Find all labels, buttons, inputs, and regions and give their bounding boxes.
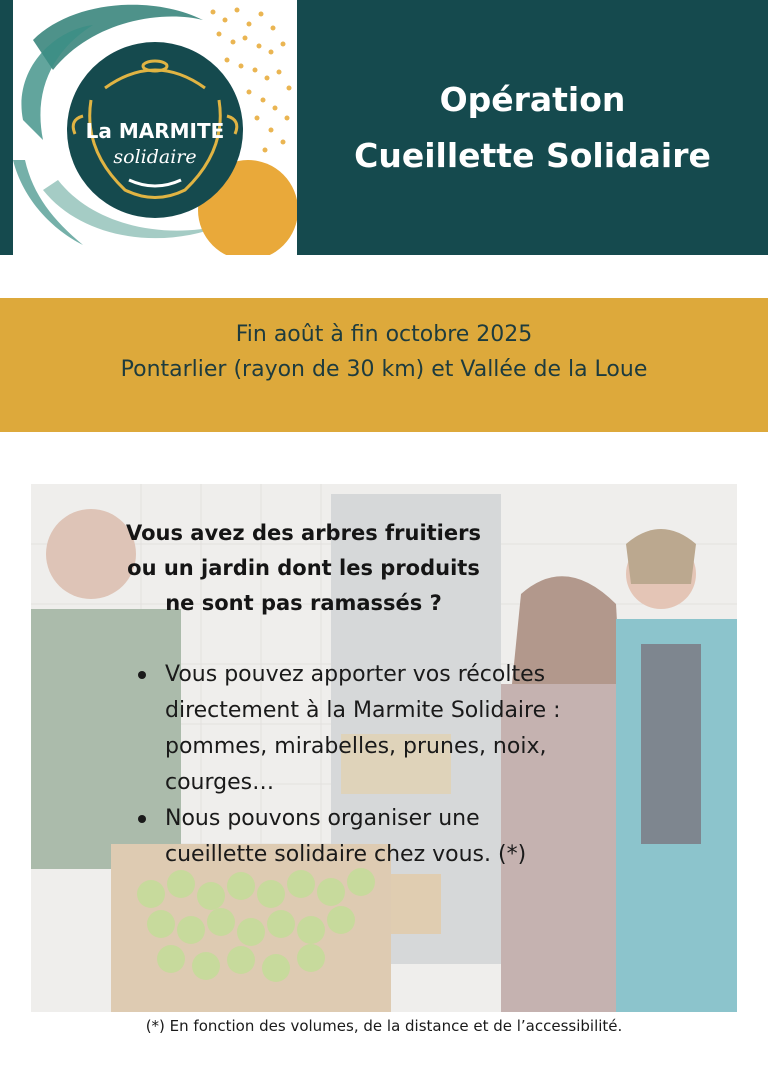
date-range: Fin août à fin octobre 2025	[235, 322, 533, 347]
bullet-text: cueillette solidaire chez vous. (*)	[165, 842, 527, 867]
logo-area	[13, 0, 297, 255]
logo-brand-line2: solidaire	[113, 146, 197, 168]
question-line3: ne sont pas ramassés ?	[165, 591, 442, 615]
page-title-line2: Cueillette Solidaire	[354, 136, 711, 175]
bullet-dot-icon	[138, 815, 146, 823]
footnote: (*) En fonction des volumes, de la distance et de l’accessibilité.	[145, 1017, 623, 1035]
title-panel	[297, 0, 768, 255]
bullet-text: courges…	[165, 770, 275, 795]
bullet-text: directement à la Marmite Solidaire :	[165, 698, 561, 723]
location: Pontarlier (rayon de 30 km) et Vallée de la Loue	[120, 357, 648, 382]
bullet-text: Nous pouvons organiser une	[165, 806, 480, 831]
header-left-strip	[0, 0, 13, 255]
bullet-dot-icon	[138, 671, 146, 679]
bullet-item-bring-harvest	[138, 657, 638, 801]
logo-graphic	[13, 0, 297, 255]
bullet-list	[138, 657, 638, 873]
question-line2: ou un jardin dont les produits	[127, 556, 480, 580]
bullet-item-organise-picking	[138, 801, 638, 873]
bullet-text: Vous pouvez apporter vos récoltes	[165, 662, 546, 687]
page-title-line1: Opération	[439, 80, 626, 119]
bullet-text: pommes, mirabelles, prunes, noix,	[165, 734, 547, 759]
question-line1: Vous avez des arbres fruitiers	[126, 521, 481, 545]
question-block	[31, 516, 576, 621]
logo-brand-line1: La MARMITE	[85, 119, 225, 143]
